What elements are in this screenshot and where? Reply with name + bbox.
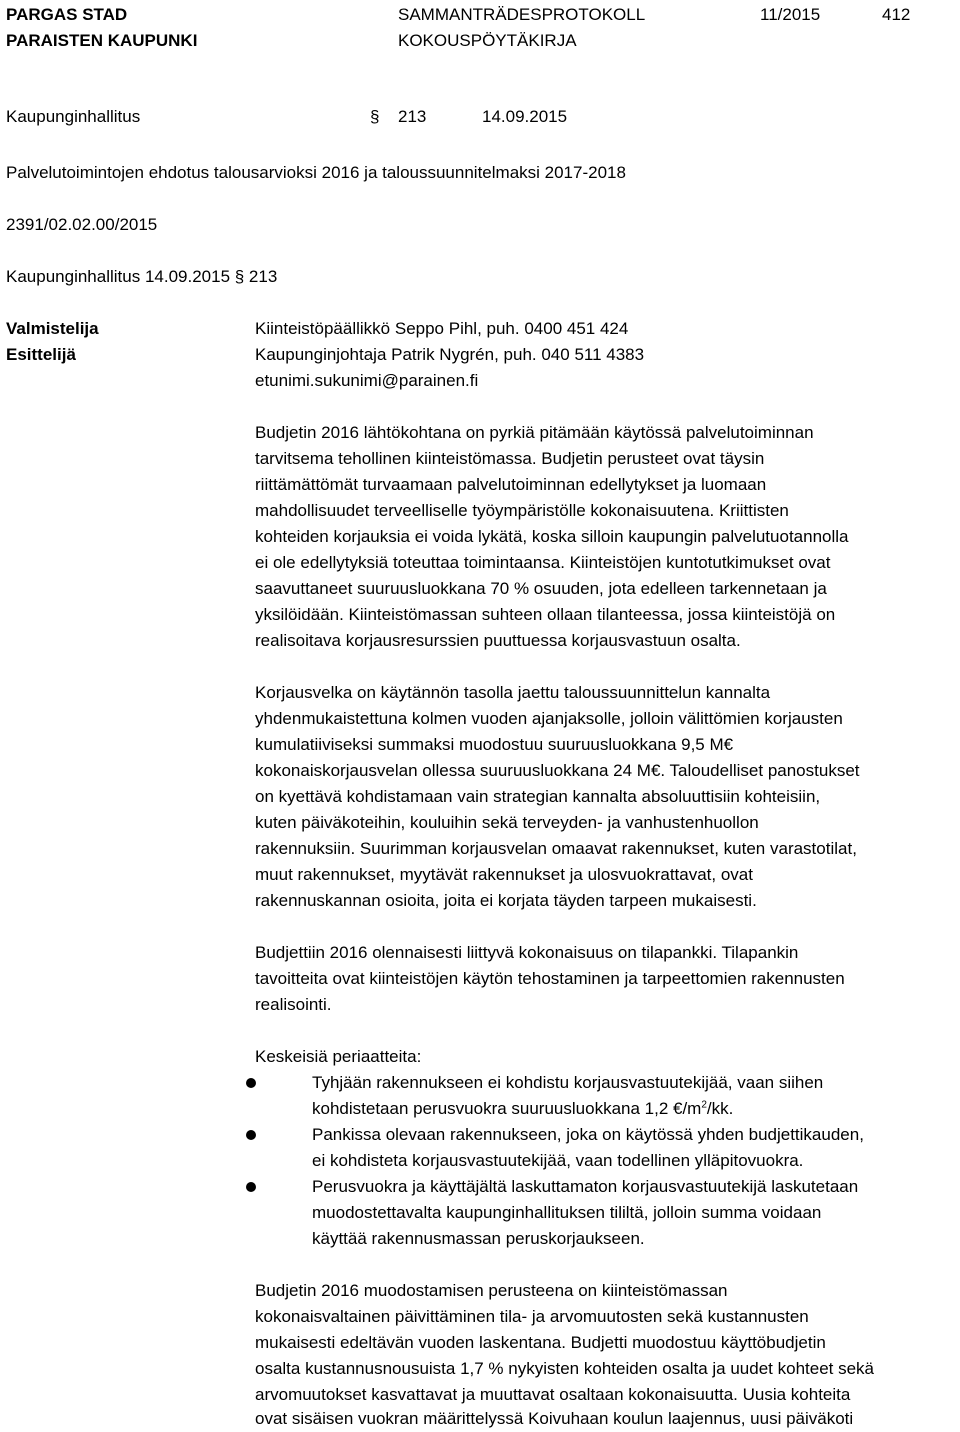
- paragraph-line: mahdollisuudet terveelliselle työympäristölle kokonaisuutena. Kriittisten: [255, 501, 789, 520]
- bullet-line: [312, 1096, 733, 1122]
- paragraph-line: rakennuskannan osioita, joita ei korjata täyden tarpeen mukaisesti.: [255, 891, 757, 910]
- issue-number: 11/2015: [760, 5, 821, 24]
- bullet-line: ei kohdisteta korjausvastuutekijää, vaan todellinen ylläpitovuokra.: [312, 1151, 804, 1170]
- paragraph-line: mukaisesti edeltävän vuoden laskentana. Budjetti muodostuu käyttöbudjetin: [255, 1333, 826, 1352]
- org-name-swedish: PARGAS STAD: [6, 5, 128, 24]
- paragraph-line: kumulatiiviseksi summaksi muodostuu suuruusluokkana 9,5 M€: [255, 735, 734, 754]
- principles-heading: Keskeisiä periaatteita:: [255, 1047, 422, 1066]
- org-name-finnish: PARAISTEN KAUPUNKI: [6, 31, 198, 50]
- paragraph-line: yksilöidään. Kiinteistömassan suhteen ollaan tilanteessa, jossa kiinteistöjä on: [255, 605, 836, 624]
- paragraph-line: muut rakennukset, myytävät rakennukset ja ulosvuokrattavat, ovat: [255, 865, 753, 884]
- section-mark: §: [370, 107, 380, 126]
- bullet-line: muodostettavalta kaupunginhallituksen tililtä, jolloin summa voidaan: [312, 1203, 822, 1222]
- paragraph-line: rakennuksiin. Suurimman korjausvelan omaavat rakennukset, kuten varastotilat,: [255, 839, 857, 858]
- paragraph-line: Korjausvelka on käytännön tasolla jaettu taloussuunnittelun kannalta: [255, 683, 771, 702]
- paragraph-line: saavuttaneet suuruusluokkana 70 % osuuden, jota edelleen tarkennetaan ja: [255, 579, 827, 598]
- bullet-line: Pankissa olevaan rakennukseen, joka on käytössä yhden budjettikauden,: [312, 1125, 864, 1144]
- paragraph-line: Budjetin 2016 muodostamisen perusteena on kiinteistömassan: [255, 1281, 728, 1300]
- paragraph-line: kohteiden korjauksia ei voida lykätä, koska silloin kaupungin palvelutuotannolla: [255, 527, 849, 546]
- page-number: 412: [882, 5, 911, 24]
- superscript-2: 2: [701, 1099, 707, 1111]
- bullet-line: käyttää rakennusmassan peruskorjaukseen.: [312, 1229, 645, 1248]
- paragraph-line: osalta kustannusnousuista 1,7 % nykyisten kohteiden osalta ja uudet kohteet sekä: [255, 1359, 875, 1378]
- preparer-value: Kiinteistöpäällikkö Seppo Pihl, puh. 0400 451 424: [255, 319, 629, 338]
- bullet-text: kohdistetaan perusvuokra suuruusluokkana 1,2 €/m: [312, 1099, 702, 1118]
- paragraph-line: tarvitsema tehollinen kiinteistömassa. Budjetin perusteet ovat täysin: [255, 449, 765, 468]
- paragraph-line: yhdenmukaistettuna kolmen vuoden ajanjaksolle, jolloin välittömien korjausten: [255, 709, 843, 728]
- paragraph-line: realisointi.: [255, 995, 332, 1014]
- paragraph-line: Budjettiin 2016 olennaisesti liittyvä kokonaisuus on tilapankki. Tilapankin: [255, 943, 799, 962]
- paragraph-line: ovat sisäisen vuokran määrittelyssä Koivuhaan koulun laajennus, uusi päiväkoti: [255, 1409, 854, 1428]
- bullet-line: Perusvuokra ja käyttäjältä laskuttamaton korjausvastuutekijä laskutetaan: [312, 1177, 859, 1196]
- doc-type-swedish: SAMMANTRÄDESPROTOKOLL: [398, 5, 646, 24]
- bullet-line: Tyhjään rakennukseen ei kohdistu korjausvastuutekijää, vaan siihen: [312, 1073, 824, 1092]
- presenter-label: Esittelijä: [6, 345, 76, 364]
- paragraph-line: arvomuutokset kasvattavat ja muuttavat osaltaan kokonaisuutta. Uusia kohteita: [255, 1385, 851, 1404]
- meeting-body: Kaupunginhallitus: [6, 107, 141, 126]
- bullet-icon: [246, 1078, 256, 1088]
- paragraph-line: ei ole edellytyksiä toteuttaa toimintaansa. Kiinteistöjen kuntotutkimukset ovat: [255, 553, 831, 572]
- paragraph-line: realisoitava korjausresurssien puuttuessa korjausvastuun osalta.: [255, 631, 741, 650]
- bullet-icon: [246, 1130, 256, 1140]
- paragraph-line: tavoitteita ovat kiinteistöjen käytön tehostaminen ja tarpeettomien rakennusten: [255, 969, 845, 988]
- contact-email: etunimi.sukunimi@parainen.fi: [255, 371, 479, 390]
- doc-type-finnish: KOKOUSPÖYTÄKIRJA: [398, 31, 577, 50]
- bullet-icon: [246, 1182, 256, 1192]
- diary-number: 2391/02.02.00/2015: [6, 215, 158, 234]
- bullet-text: /kk.: [706, 1099, 734, 1118]
- paragraph-line: on kyettävä kohdistamaan vain strategian kannalta absoluuttisiin kohteisiin,: [255, 787, 821, 806]
- presenter-value: Kaupunginjohtaja Patrik Nygrén, puh. 040 511 4383: [255, 345, 645, 364]
- paragraph-line: kokonaisvaltainen päivittäminen tila- ja arvomuutosten sekä kustannusten: [255, 1307, 809, 1326]
- previous-handling: Kaupunginhallitus 14.09.2015 § 213: [6, 267, 278, 286]
- paragraph-line: kokonaiskorjausvelan ollessa suuruusluokkana 24 M€. Taloudelliset panostukset: [255, 761, 860, 780]
- subject-title: Palvelutoimintojen ehdotus talousarvioksi 2016 ja taloussuunnitelmaksi 2017-2018: [6, 163, 626, 182]
- meeting-date: 14.09.2015: [482, 107, 568, 126]
- paragraph-line: kuten päiväkoteihin, kouluihin sekä terveyden- ja vanhustenhuollon: [255, 813, 759, 832]
- paragraph-line: Budjetin 2016 lähtökohtana on pyrkiä pitämään käytössä palvelutoiminnan: [255, 423, 814, 442]
- preparer-label: Valmistelija: [6, 319, 99, 338]
- section-number: 213: [398, 107, 427, 126]
- paragraph-line: riittämättömät turvaamaan palvelutoiminnan edellytykset ja luomaan: [255, 475, 767, 494]
